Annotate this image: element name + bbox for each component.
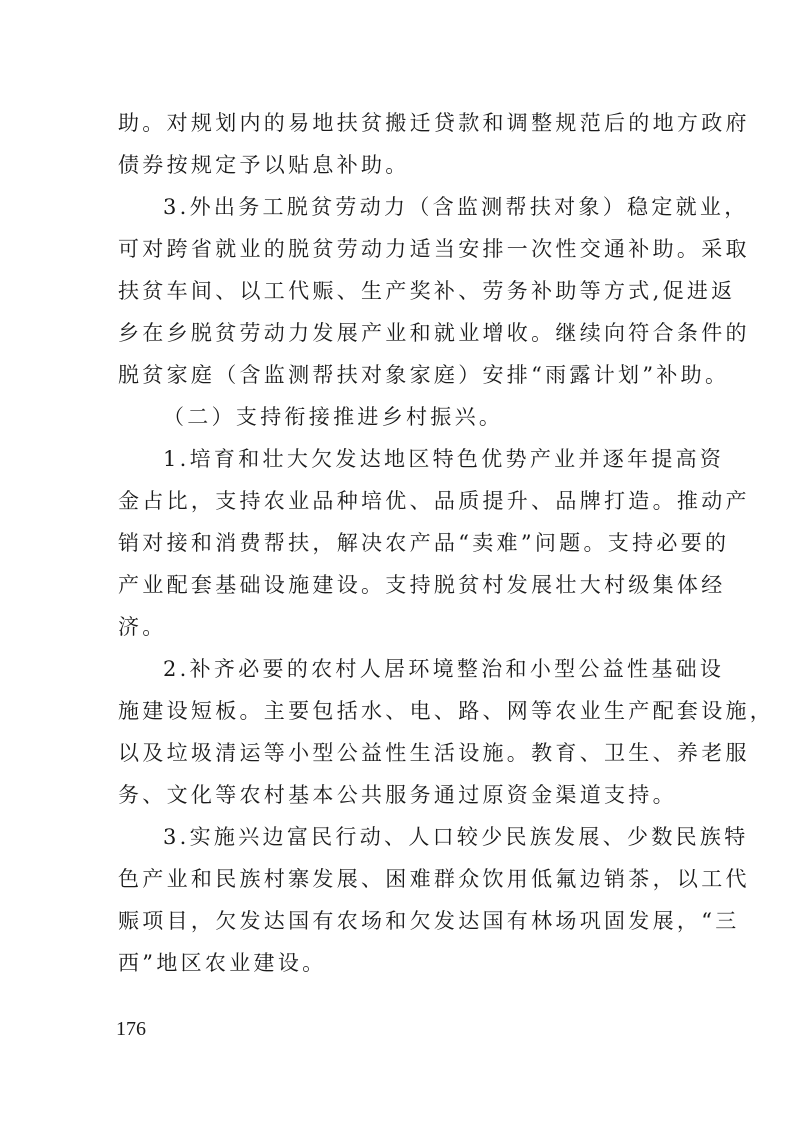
text-line: 脱贫家庭（含监测帮扶对象家庭）安排“雨露计划”补助。 bbox=[118, 363, 730, 387]
text-line: 助。对规划内的易地扶贫搬迁贷款和调整规范后的地方政府 bbox=[118, 111, 750, 135]
paragraph-first-line: 3.实施兴边富民行动、人口较少民族发展、少数民族特 bbox=[163, 825, 749, 849]
text-line: 济。 bbox=[118, 615, 167, 639]
paragraph-first-line: 2.补齐必要的农村人居环境整治和小型公益性基础设 bbox=[163, 657, 725, 681]
text-line: 施建设短板。主要包括水、电、路、网等农业生产配套设施， bbox=[118, 699, 775, 723]
text-line: 可对跨省就业的脱贫劳动力适当安排一次性交通补助。采取 bbox=[118, 237, 750, 261]
text-line: 色产业和民族村寨发展、困难群众饮用低氟边销茶，以工代 bbox=[118, 867, 750, 891]
paragraph-first-line: 3.外出务工脱贫劳动力（含监测帮扶对象）稳定就业， bbox=[163, 195, 749, 219]
text-line: 赈项目，欠发达国有农场和欠发达国有林场巩固发展，“三 bbox=[118, 909, 740, 933]
text-line: 金占比，支持农业品种培优、品质提升、品牌打造。推动产 bbox=[118, 489, 750, 513]
text-line: 产业配套基础设施建设。支持脱贫村发展壮大村级集体经 bbox=[118, 573, 726, 597]
text-line: 乡在乡脱贫劳动力发展产业和就业增收。继续向符合条件的 bbox=[118, 321, 750, 345]
section-heading: （二）支持衔接推进乡村振兴。 bbox=[163, 405, 504, 429]
text-line: 销对接和消费帮扶，解决农产品“卖难”问题。支持必要的 bbox=[118, 531, 730, 555]
paragraph-first-line: 1.培育和壮大欠发达地区特色优势产业并逐年提高资 bbox=[163, 447, 725, 471]
text-line: 债券按规定予以贴息补助。 bbox=[118, 153, 410, 177]
text-line: 西”地区农业建设。 bbox=[118, 951, 327, 975]
text-line: 务、文化等农村基本公共服务通过原资金渠道支持。 bbox=[118, 783, 677, 807]
text-line: 扶贫车间、以工代赈、生产奖补、劳务补助等方式,促进返 bbox=[118, 279, 736, 303]
page-number: 176 bbox=[116, 1018, 146, 1040]
text-line: 以及垃圾清运等小型公益性生活设施。教育、卫生、养老服 bbox=[118, 741, 750, 765]
